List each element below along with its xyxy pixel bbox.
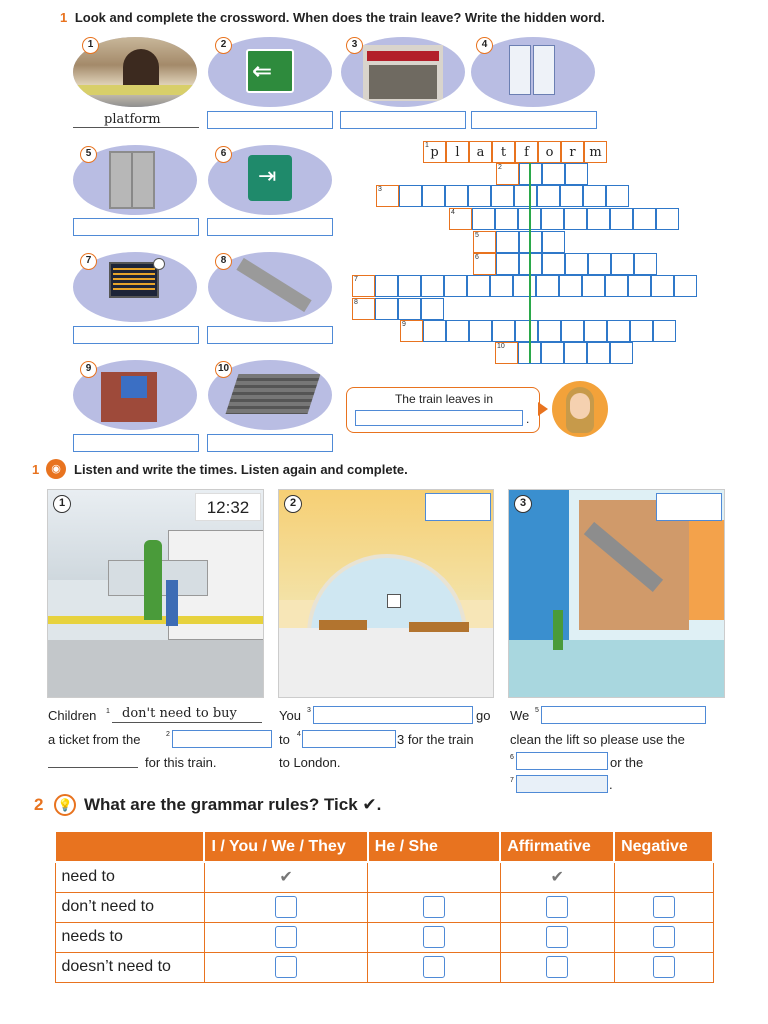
girl-avatar [552, 381, 608, 437]
row-label: doesn’t need to [55, 952, 204, 982]
crossword-letter: r [569, 145, 576, 160]
checkbox[interactable] [275, 896, 297, 918]
checkbox[interactable] [423, 926, 445, 948]
crossword-cell[interactable] [352, 298, 375, 320]
sup-7: 7 [510, 777, 514, 784]
crossword-cell[interactable] [587, 208, 610, 230]
clue-number: 7 [354, 276, 358, 283]
crossword-letter: m [589, 145, 602, 160]
checkbox[interactable] [653, 956, 675, 978]
checkbox[interactable] [275, 956, 297, 978]
clue-number: 9 [402, 321, 406, 328]
crossword-cell [492, 141, 515, 163]
checkbox[interactable] [546, 956, 568, 978]
text2-c: to [279, 732, 290, 747]
crossword-cell[interactable] [541, 342, 564, 364]
crossword-cell[interactable] [423, 320, 446, 342]
crossword-letter: t [500, 145, 507, 160]
crossword-cell[interactable] [469, 320, 492, 342]
header-cell: Negative [614, 831, 713, 862]
scene-number: 3 [514, 495, 532, 513]
text3-d: . [609, 777, 613, 792]
sup-3: 3 [307, 707, 311, 714]
picture-number: 2 [215, 37, 232, 54]
crossword-cell[interactable] [651, 275, 674, 297]
checkbox[interactable] [546, 926, 568, 948]
sup-6: 6 [510, 754, 514, 761]
crossword-cell[interactable] [583, 185, 606, 207]
crossword-cell[interactable] [656, 208, 679, 230]
crossword-cell[interactable] [491, 185, 514, 207]
crossword-cell[interactable] [628, 275, 651, 297]
exercise-1-number: 1 [60, 10, 68, 25]
crossword-cell[interactable] [375, 275, 398, 297]
picture-number: 4 [476, 37, 493, 54]
text3-c: or the [610, 755, 644, 770]
crossword-cell[interactable] [449, 208, 472, 230]
speech-bubble [346, 387, 540, 433]
crossword-cell[interactable] [634, 253, 657, 275]
crossword-cell[interactable] [514, 185, 537, 207]
crossword-cell[interactable] [421, 275, 444, 297]
crossword-cell[interactable] [587, 342, 610, 364]
crossword-cell[interactable] [495, 208, 518, 230]
crossword-cell[interactable] [352, 275, 375, 297]
crossword-cell[interactable] [630, 320, 653, 342]
scene-1-time: 12:32 [195, 493, 261, 521]
answer-1-text: platform [104, 112, 161, 127]
crossword-cell [515, 141, 538, 163]
hidden-word-box[interactable] [355, 410, 523, 426]
crossword-cell[interactable] [542, 253, 565, 275]
crossword-cell[interactable] [398, 298, 421, 320]
crossword-cell[interactable] [606, 185, 629, 207]
gap-7[interactable] [516, 775, 608, 793]
crossword-cell[interactable] [398, 275, 421, 297]
clue-number: 4 [451, 209, 455, 216]
picture-number: 1 [82, 37, 99, 54]
crossword-cell[interactable] [515, 320, 538, 342]
crossword-cell[interactable] [492, 320, 515, 342]
clue-number: 2 [498, 164, 502, 171]
crossword-cell[interactable] [400, 320, 423, 342]
tick-icon: ✔ [279, 869, 293, 887]
clue-number: 10 [497, 343, 505, 350]
text1-a: Children [48, 708, 97, 723]
crossword-cell[interactable] [633, 208, 656, 230]
speech-bubble-tail [538, 402, 548, 416]
clue-number: 8 [354, 299, 358, 306]
crossword-cell[interactable] [542, 231, 565, 253]
crossword-cell[interactable] [565, 253, 588, 275]
picture-number: 8 [215, 253, 232, 270]
text2-b: go [476, 708, 491, 723]
crossword-cell[interactable] [538, 320, 561, 342]
crossword-cell[interactable] [421, 298, 444, 320]
speech-text: The train leaves in [394, 392, 494, 406]
crossword-cell[interactable] [584, 320, 607, 342]
exercise-2-heading [32, 462, 408, 477]
crossword-cell[interactable] [468, 185, 491, 207]
row-label: don’t need to [55, 892, 204, 922]
crossword-cell[interactable] [422, 185, 445, 207]
crossword-cell [423, 141, 446, 163]
crossword-cell [446, 141, 469, 163]
picture-number: 7 [80, 253, 97, 270]
exercise-3-instruction: What are the grammar rules? Tick ✔. [84, 795, 382, 814]
speech-end: . [526, 412, 530, 426]
crossword-cell[interactable] [588, 253, 611, 275]
checkbox[interactable] [275, 926, 297, 948]
checkbox[interactable] [653, 896, 675, 918]
crossword-cell[interactable] [376, 185, 399, 207]
crossword-cell[interactable] [467, 275, 490, 297]
crossword-cell[interactable] [473, 253, 496, 275]
crossword-cell[interactable] [564, 208, 587, 230]
answer-10-box[interactable] [207, 434, 333, 452]
grammar-header-row [55, 831, 713, 862]
grammar-table [54, 830, 714, 983]
crossword-cell[interactable] [445, 185, 468, 207]
picture-number: 5 [80, 146, 97, 163]
clue-number: 3 [378, 186, 382, 193]
crossword-letter: a [476, 145, 485, 160]
crossword-cell[interactable] [473, 231, 496, 253]
gap-3[interactable] [313, 706, 473, 724]
crossword-cell[interactable] [674, 275, 697, 297]
header-cell: I / You / We / They [204, 831, 367, 862]
checkbox[interactable] [546, 896, 568, 918]
crossword-cell[interactable] [490, 275, 513, 297]
crossword-cell[interactable] [399, 185, 422, 207]
crossword-cell[interactable] [605, 275, 628, 297]
crossword-cell [561, 141, 584, 163]
crossword-cell[interactable] [610, 342, 633, 364]
crossword-cell[interactable] [559, 275, 582, 297]
header-cell: He / She [368, 831, 500, 862]
crossword-letter: p [430, 145, 439, 160]
picture-number: 6 [215, 146, 232, 163]
exercise-3-heading [34, 795, 382, 815]
exercise-3-number: 2 [34, 795, 44, 814]
crossword-cell[interactable] [496, 231, 519, 253]
scene-2-time-box[interactable] [425, 493, 491, 521]
crossword-cell[interactable] [582, 275, 605, 297]
crossword-cell[interactable] [541, 208, 564, 230]
crossword-cell[interactable] [564, 342, 587, 364]
sup-5: 5 [535, 707, 539, 714]
text2-e: to London. [279, 755, 341, 770]
lightbulb-icon: 💡 [54, 794, 76, 816]
checkbox[interactable] [653, 926, 675, 948]
scene-number: 2 [284, 495, 302, 513]
checkbox[interactable] [423, 896, 445, 918]
scene-3-time-box[interactable] [656, 493, 722, 521]
exercise-1-instruction: Look and complete the crossword. When does the train leave? Write the hidden word. [74, 10, 605, 25]
entrance-icon: ⇥ [258, 163, 277, 188]
crossword-cell[interactable] [537, 185, 560, 207]
listen-icon: ◉ [46, 459, 66, 479]
text1-answer1: don't need to buy [122, 706, 237, 721]
text3-a: We [510, 708, 530, 723]
table-row [55, 862, 713, 892]
crossword-cell[interactable] [565, 163, 588, 185]
checkbox[interactable] [423, 956, 445, 978]
header-cell [55, 831, 204, 862]
crossword-grid [0, 0, 768, 380]
exercise-2-instruction: Listen and write the times. Listen again and complete. [74, 462, 408, 477]
crossword-cell[interactable] [496, 163, 519, 185]
text2-a: You [279, 708, 301, 723]
crossword-cell[interactable] [560, 185, 583, 207]
clue-number: 1 [425, 142, 429, 149]
gap-4[interactable] [302, 730, 396, 748]
sup-4: 4 [297, 731, 301, 738]
answer-9-box[interactable] [73, 434, 199, 452]
picture-number: 9 [80, 361, 97, 378]
crossword-cell[interactable] [561, 320, 584, 342]
crossword-cell[interactable] [444, 275, 467, 297]
crossword-cell[interactable] [496, 253, 519, 275]
crossword-letter: o [545, 145, 554, 160]
scene-number: 1 [53, 495, 71, 513]
header-cell: Affirmative [500, 831, 614, 862]
crossword-cell[interactable] [495, 342, 518, 364]
tick-icon: ✔ [550, 869, 564, 887]
gap-6[interactable] [516, 752, 608, 770]
text2-d: 3 for the train [397, 732, 474, 747]
gap-line[interactable] [48, 767, 138, 768]
row-label: need to [55, 862, 204, 892]
crossword-cell[interactable] [542, 163, 565, 185]
hidden-word-column [529, 163, 531, 363]
sup-1: 1 [106, 708, 110, 715]
text3-b: clean the lift so please use the [510, 732, 685, 747]
crossword-cell[interactable] [472, 208, 495, 230]
gap-5[interactable] [541, 706, 706, 724]
text1-c: for this train. [145, 755, 217, 770]
picture-number: 10 [215, 361, 232, 378]
crossword-letter: l [455, 145, 460, 160]
gap-2[interactable] [172, 730, 272, 748]
table-row [55, 922, 713, 952]
crossword-cell[interactable] [607, 320, 630, 342]
exit-arrow-icon: ⇐ [252, 58, 273, 85]
sup-2: 2 [166, 731, 170, 738]
table-row [55, 892, 713, 922]
crossword-cell[interactable] [611, 253, 634, 275]
crossword-cell[interactable] [513, 275, 536, 297]
crossword-cell[interactable] [375, 298, 398, 320]
clue-number: 5 [475, 232, 479, 239]
exercise-2-number: 1 [32, 462, 40, 477]
row-label: needs to [55, 922, 204, 952]
picture-number: 3 [346, 37, 363, 54]
crossword-letter: f [524, 145, 529, 160]
table-row [55, 952, 713, 982]
crossword-cell[interactable] [653, 320, 676, 342]
crossword-cell [584, 141, 607, 163]
crossword-cell[interactable] [610, 208, 633, 230]
crossword-cell[interactable] [446, 320, 469, 342]
answer-line [112, 722, 262, 723]
crossword-cell[interactable] [536, 275, 559, 297]
crossword-cell [469, 141, 492, 163]
text1-b: a ticket from the [48, 732, 141, 747]
crossword-cell [538, 141, 561, 163]
clue-number: 6 [475, 254, 479, 261]
